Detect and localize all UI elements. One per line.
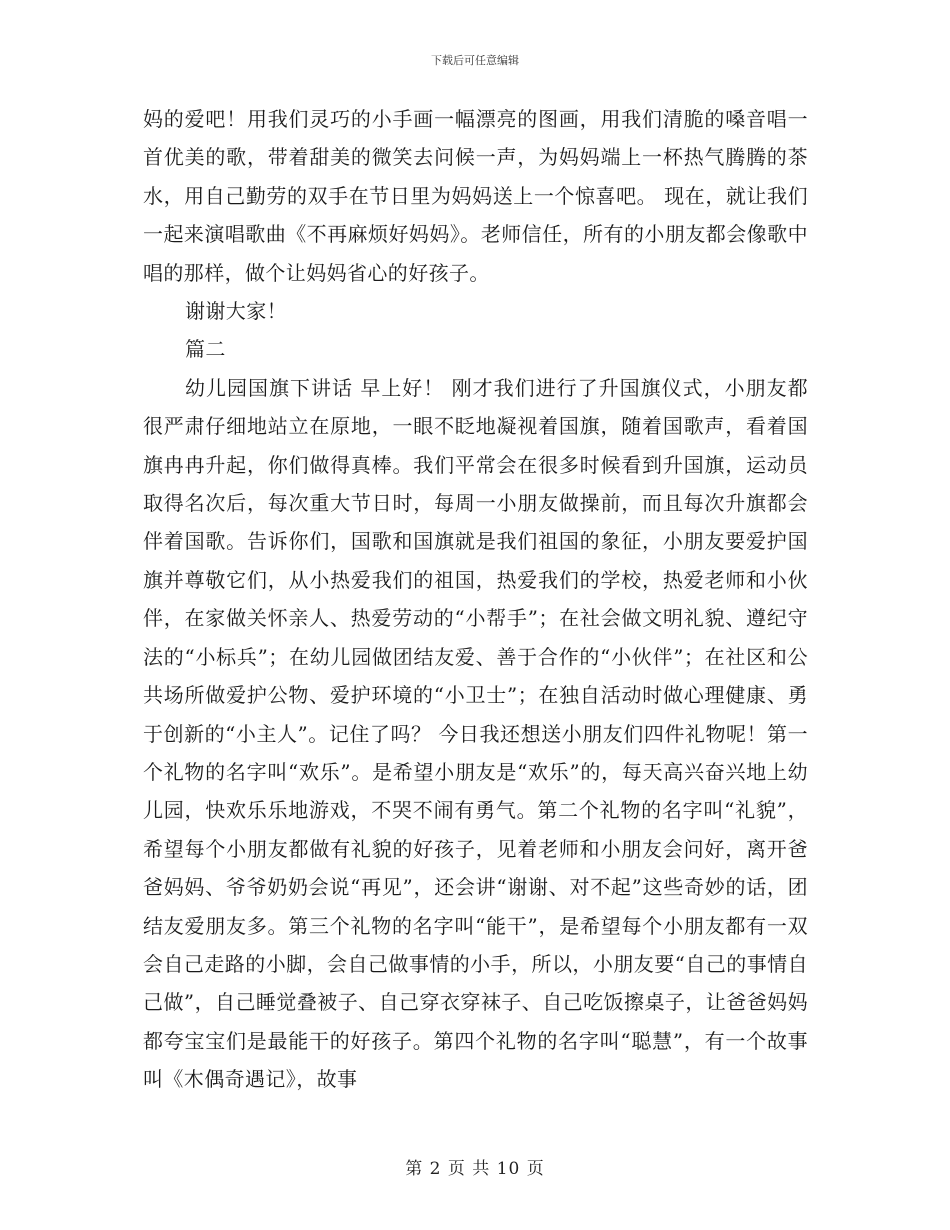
page-number-footer: 第 2 页 共 10 页 [405, 1159, 545, 1179]
document-body [143, 100, 808, 1099]
paragraph-flag-speech: 幼儿园国旗下讲话 早上好！ 刚才我们进行了升国旗仪式，小朋友都很严肃仔细地站立在原地，一眼不眨地凝视着国旗，随着国歌声，看着国旗冉冉升起，你们做得真棒。我们平常会在很多时候看到升国旗，运动员取得名次后，每次重大节日时，每周一小朋友做操前，而且每次升旗都会伴着国歌。告诉你们，国歌和国旗就是我们祖国的象征，小朋友要爱护国旗并尊敬它们，从小热爱我们的祖国，热爱我们的学校，热爱老师和小伙伴，在家做关怀亲人、热爱劳动的“小帮手”；在社会做文明礼貌、遵纪守法的“小标兵”；在幼儿园做团结友爱、善于合作的“小伙伴”；在社区和公共场所做爱护公物、爱护环境的“小卫士”；在独自活动时做心理健康、勇于创新的“小主人”。记住了吗？ 今日我还想送小朋友们四件礼物呢！第一个礼物的名字叫“欢乐”。是希望小朋友是“欢乐”的，每天高兴奋兴地上幼儿园，快欢乐乐地游戏，不哭不闹有勇气。第二个礼物的名字叫“礼貌”，希望每个小朋友都做有礼貌的好孩子，见着老师和小朋友会问好，离开爸爸妈妈、爷爷奶奶会说“再见”，还会讲“谢谢、对不起”这些奇妙的话，团结友爱朋友多。第三个礼物的名字叫“能干”，是希望每个小朋友都有一双会自己走路的小脚，会自己做事情的小手，所以，小朋友要“自己的事情自己做”，自己睡觉叠被子、自己穿衣穿袜子、自己吃饭擦桌子，让爸爸妈妈都夸宝宝们是最能干的好孩子。第四个礼物的名字叫“聪慧”，有一个故事叫《木偶奇遇记》，故事 [143, 375, 808, 1092]
paragraph-continuation: 妈的爱吧！用我们灵巧的小手画一幅漂亮的图画，用我们清脆的嗓音唱一首优美的歌，带着甜美的微笑去问候一声，为妈妈端上一杯热气腾腾的茶水，用自己勤劳的双手在节日里为妈妈送上一个惊喜吧。 现在，就让我们一起来演唱歌曲《不再麻烦好妈妈》。老师信任，所有的小朋友都会像歌中唱的那样，做个让妈妈省心的好孩子。 [143, 107, 808, 285]
paragraph-thanks: 谢谢大家！ [185, 299, 287, 324]
page-header-note: 下载后可任意编辑 [431, 54, 519, 67]
section-heading-part-two: 篇二 [185, 337, 226, 362]
